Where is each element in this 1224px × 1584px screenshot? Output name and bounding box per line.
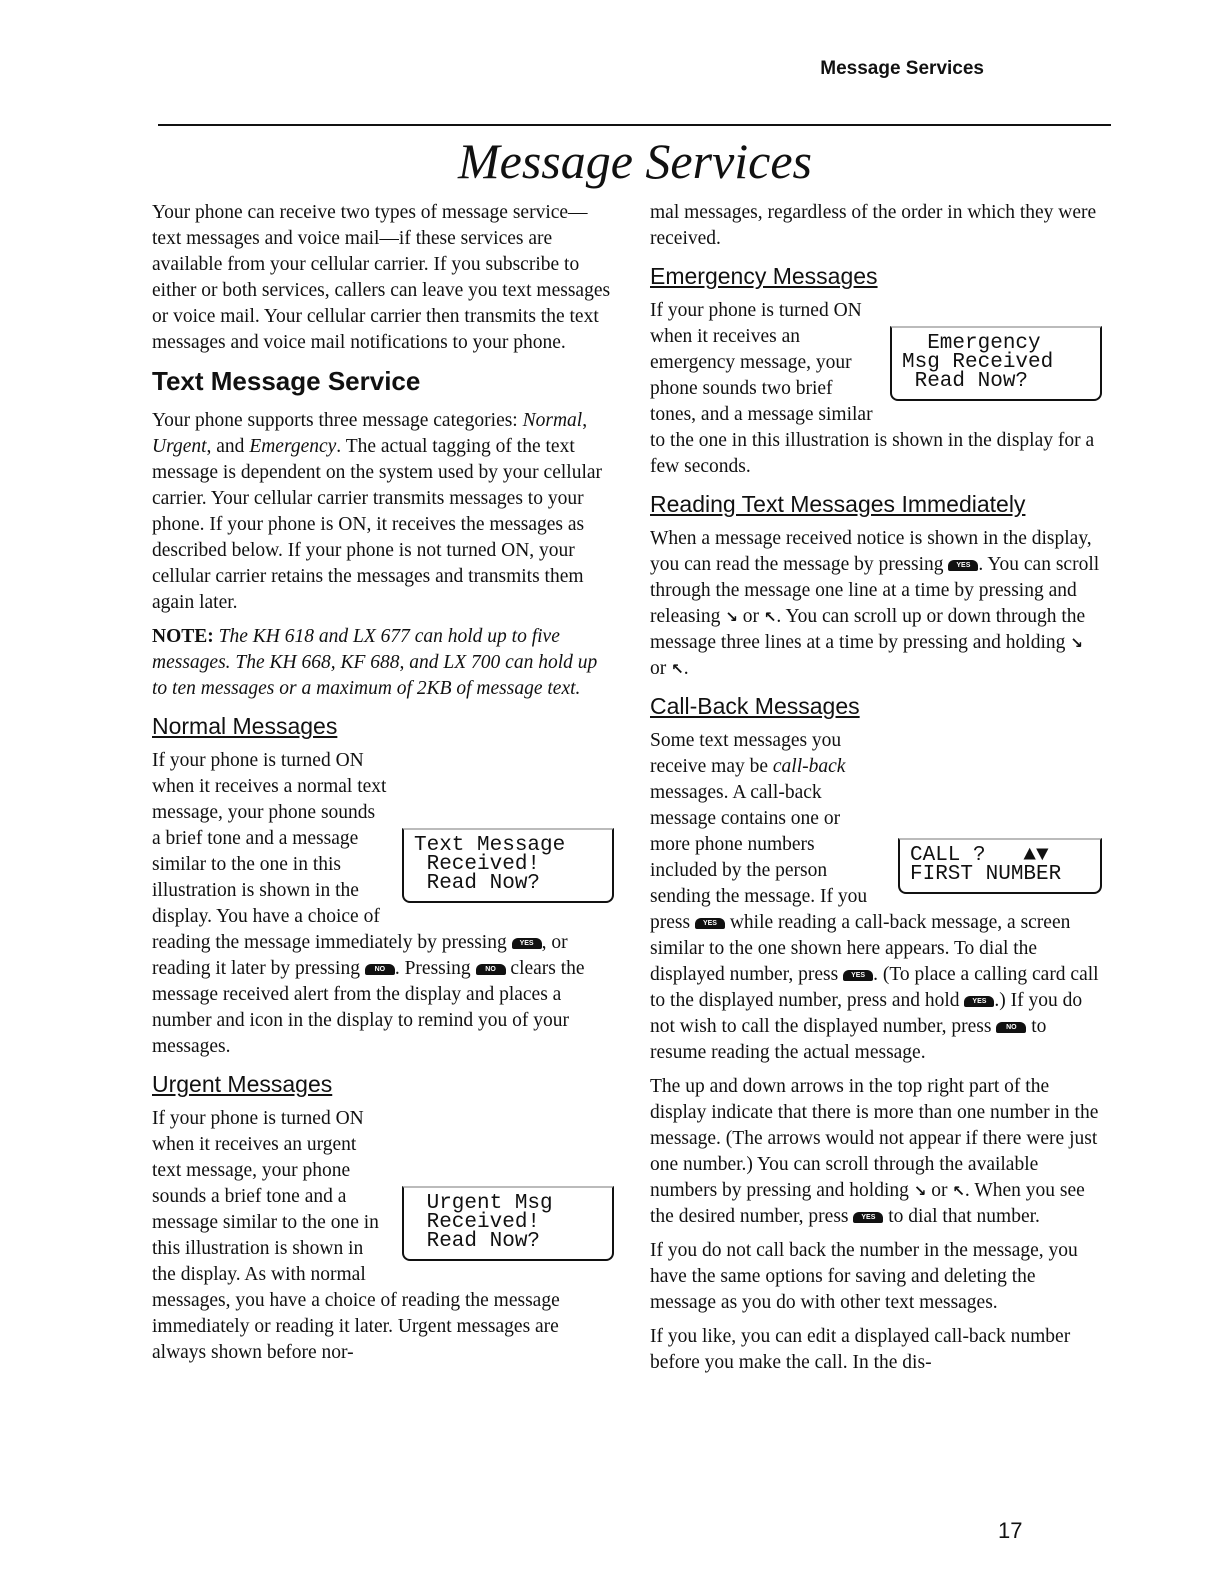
urgent-paragraph: Urgent Msg Received! Read Now? If your phone is turned ON when it receives an urgent text message, your phone sounds a brief tone and a message similar to the one in this illustration is shown in the display. As with normal messages, you have a choice of reading the message immediately or reading it later. Urgent messages are always shown before nor- — [152, 1106, 614, 1366]
left-column — [152, 200, 614, 1374]
running-header: Message Services — [820, 58, 984, 79]
emergency-paragraph: Emergency Msg Received Read Now? If your phone is turned ON when it receives an emergency message, your phone sounds two brief tones, and a message similar to the one in this illustration is shown in the display for a few seconds. — [650, 298, 1102, 480]
page-title: Message Services — [457, 133, 813, 189]
scroll-down-icon: ↘ — [725, 608, 738, 626]
scroll-up-icon: ↖ — [763, 608, 777, 626]
scroll-up-icon: ↖ — [952, 1182, 965, 1200]
reading-paragraph: When a message received notice is shown in the display, you can read the message by pressing YES . You can scroll through the message one line at a time by pressing and releasing ↘ or ↖. You can scroll up or down through the message three lines at a time by pressing and holding ↘ or ↖. — [650, 526, 1102, 682]
scroll-up-icon: ↖ — [671, 660, 684, 678]
no-key-icon: NO — [996, 1022, 1026, 1033]
yes-key-icon: YES — [695, 918, 725, 929]
note-paragraph: NOTE: The KH 618 and LX 677 can hold up to five messages. The KH 668, KF 688, and LX 700 can hold up to ten messages or a maximum of 2KB of message text. — [152, 626, 598, 699]
scroll-down-icon: ↘ — [913, 1182, 927, 1200]
yes-key-icon: YES — [512, 938, 542, 949]
no-key-icon: NO — [476, 964, 506, 975]
header-rule — [158, 124, 1111, 126]
call-back-paragraph: CALL ? ▲▼ FIRST NUMBER Some text messages you receive may be call-back messages. A call-back message contains one or more phone numbers included by the person sending the message. If you press YES while reading a call-back message, a screen similar to the one shown here appears. To dial the displayed number, press YES . (To place a calling card call to the displayed number, press and hold YES .) If you do not wish to call the displayed number, press NO to resume reading the actual message. — [650, 728, 1102, 1066]
urgent-message-display: Urgent Msg Received! Read Now? — [402, 1186, 614, 1261]
scroll-down-icon: ↘ — [1070, 634, 1083, 652]
no-key-icon: NO — [365, 964, 395, 975]
call-back-display: CALL ? ▲▼ FIRST NUMBER — [898, 838, 1102, 894]
no-call-paragraph: If you do not call back the number in the message, you have the same options for saving and deleting the message as you do with other text messages. — [650, 1240, 1078, 1313]
emergency-messages-heading: Emergency Messages — [650, 263, 878, 289]
normal-paragraph: Text Message Received! Read Now? If your phone is turned ON when it receives a normal text message, your phone sounds a brief tone and a message similar to the one in this illustration is shown in the display. You have a choice of reading the message immediately by pressing YES , or reading it later by pressing NO . Pressing NO clears the message received alert from the display and places a number and icon in the display to remind you of your messages. — [152, 748, 614, 1060]
text-message-heading: Text Message Service — [152, 366, 421, 396]
emergency-message-display: Emergency Msg Received Read Now? — [890, 326, 1102, 401]
urgent-messages-heading: Urgent Messages — [152, 1071, 333, 1097]
yes-key-icon: YES — [948, 560, 978, 571]
right-column — [650, 200, 1102, 1384]
edit-paragraph: If you like, you can edit a displayed call-back number before you make the call. In the dis- — [650, 1326, 1071, 1373]
normal-messages-heading: Normal Messages — [152, 713, 338, 739]
categories-paragraph: Your phone supports three message categories: Normal, Urgent, and Emergency. The actual tagging of the text message is dependent on the system used by your cellular carrier. Your cellular carrier transmits messages to your phone. If your phone is ON, it receives the messages as described below. If your phone is not turned ON, your cellular carrier retains the messages and transmits them again later. — [152, 410, 603, 613]
arrows-paragraph: The up and down arrows in the top right part of the display indicate that there is more than one number in the message. (The arrows would not appear if there were just one number.) You can scroll through the available numbers by pressing and holding ↘ or ↖. When you see the desired number, press YES to dial that number. — [650, 1076, 1099, 1227]
intro-paragraph: Your phone can receive two types of message service—text messages and voice mail—if these services are available from your cellular carrier. If you subscribe to either or both services, callers can leave you text messages or voice mail. Your cellular carrier then transmits the text messages and voice mail notifications to your phone. — [152, 202, 611, 353]
reading-immediately-heading: Reading Text Messages Immediately — [650, 491, 1026, 517]
page-number: 17 — [998, 1518, 1023, 1543]
yes-key-icon: YES — [853, 1212, 883, 1223]
continued-paragraph: mal messages, regardless of the order in which they were received. — [650, 202, 1097, 249]
yes-key-icon: YES — [964, 996, 994, 1007]
normal-message-display: Text Message Received! Read Now? — [402, 828, 614, 903]
call-back-messages-heading: Call-Back Messages — [650, 693, 860, 719]
yes-key-icon: YES — [843, 970, 873, 981]
